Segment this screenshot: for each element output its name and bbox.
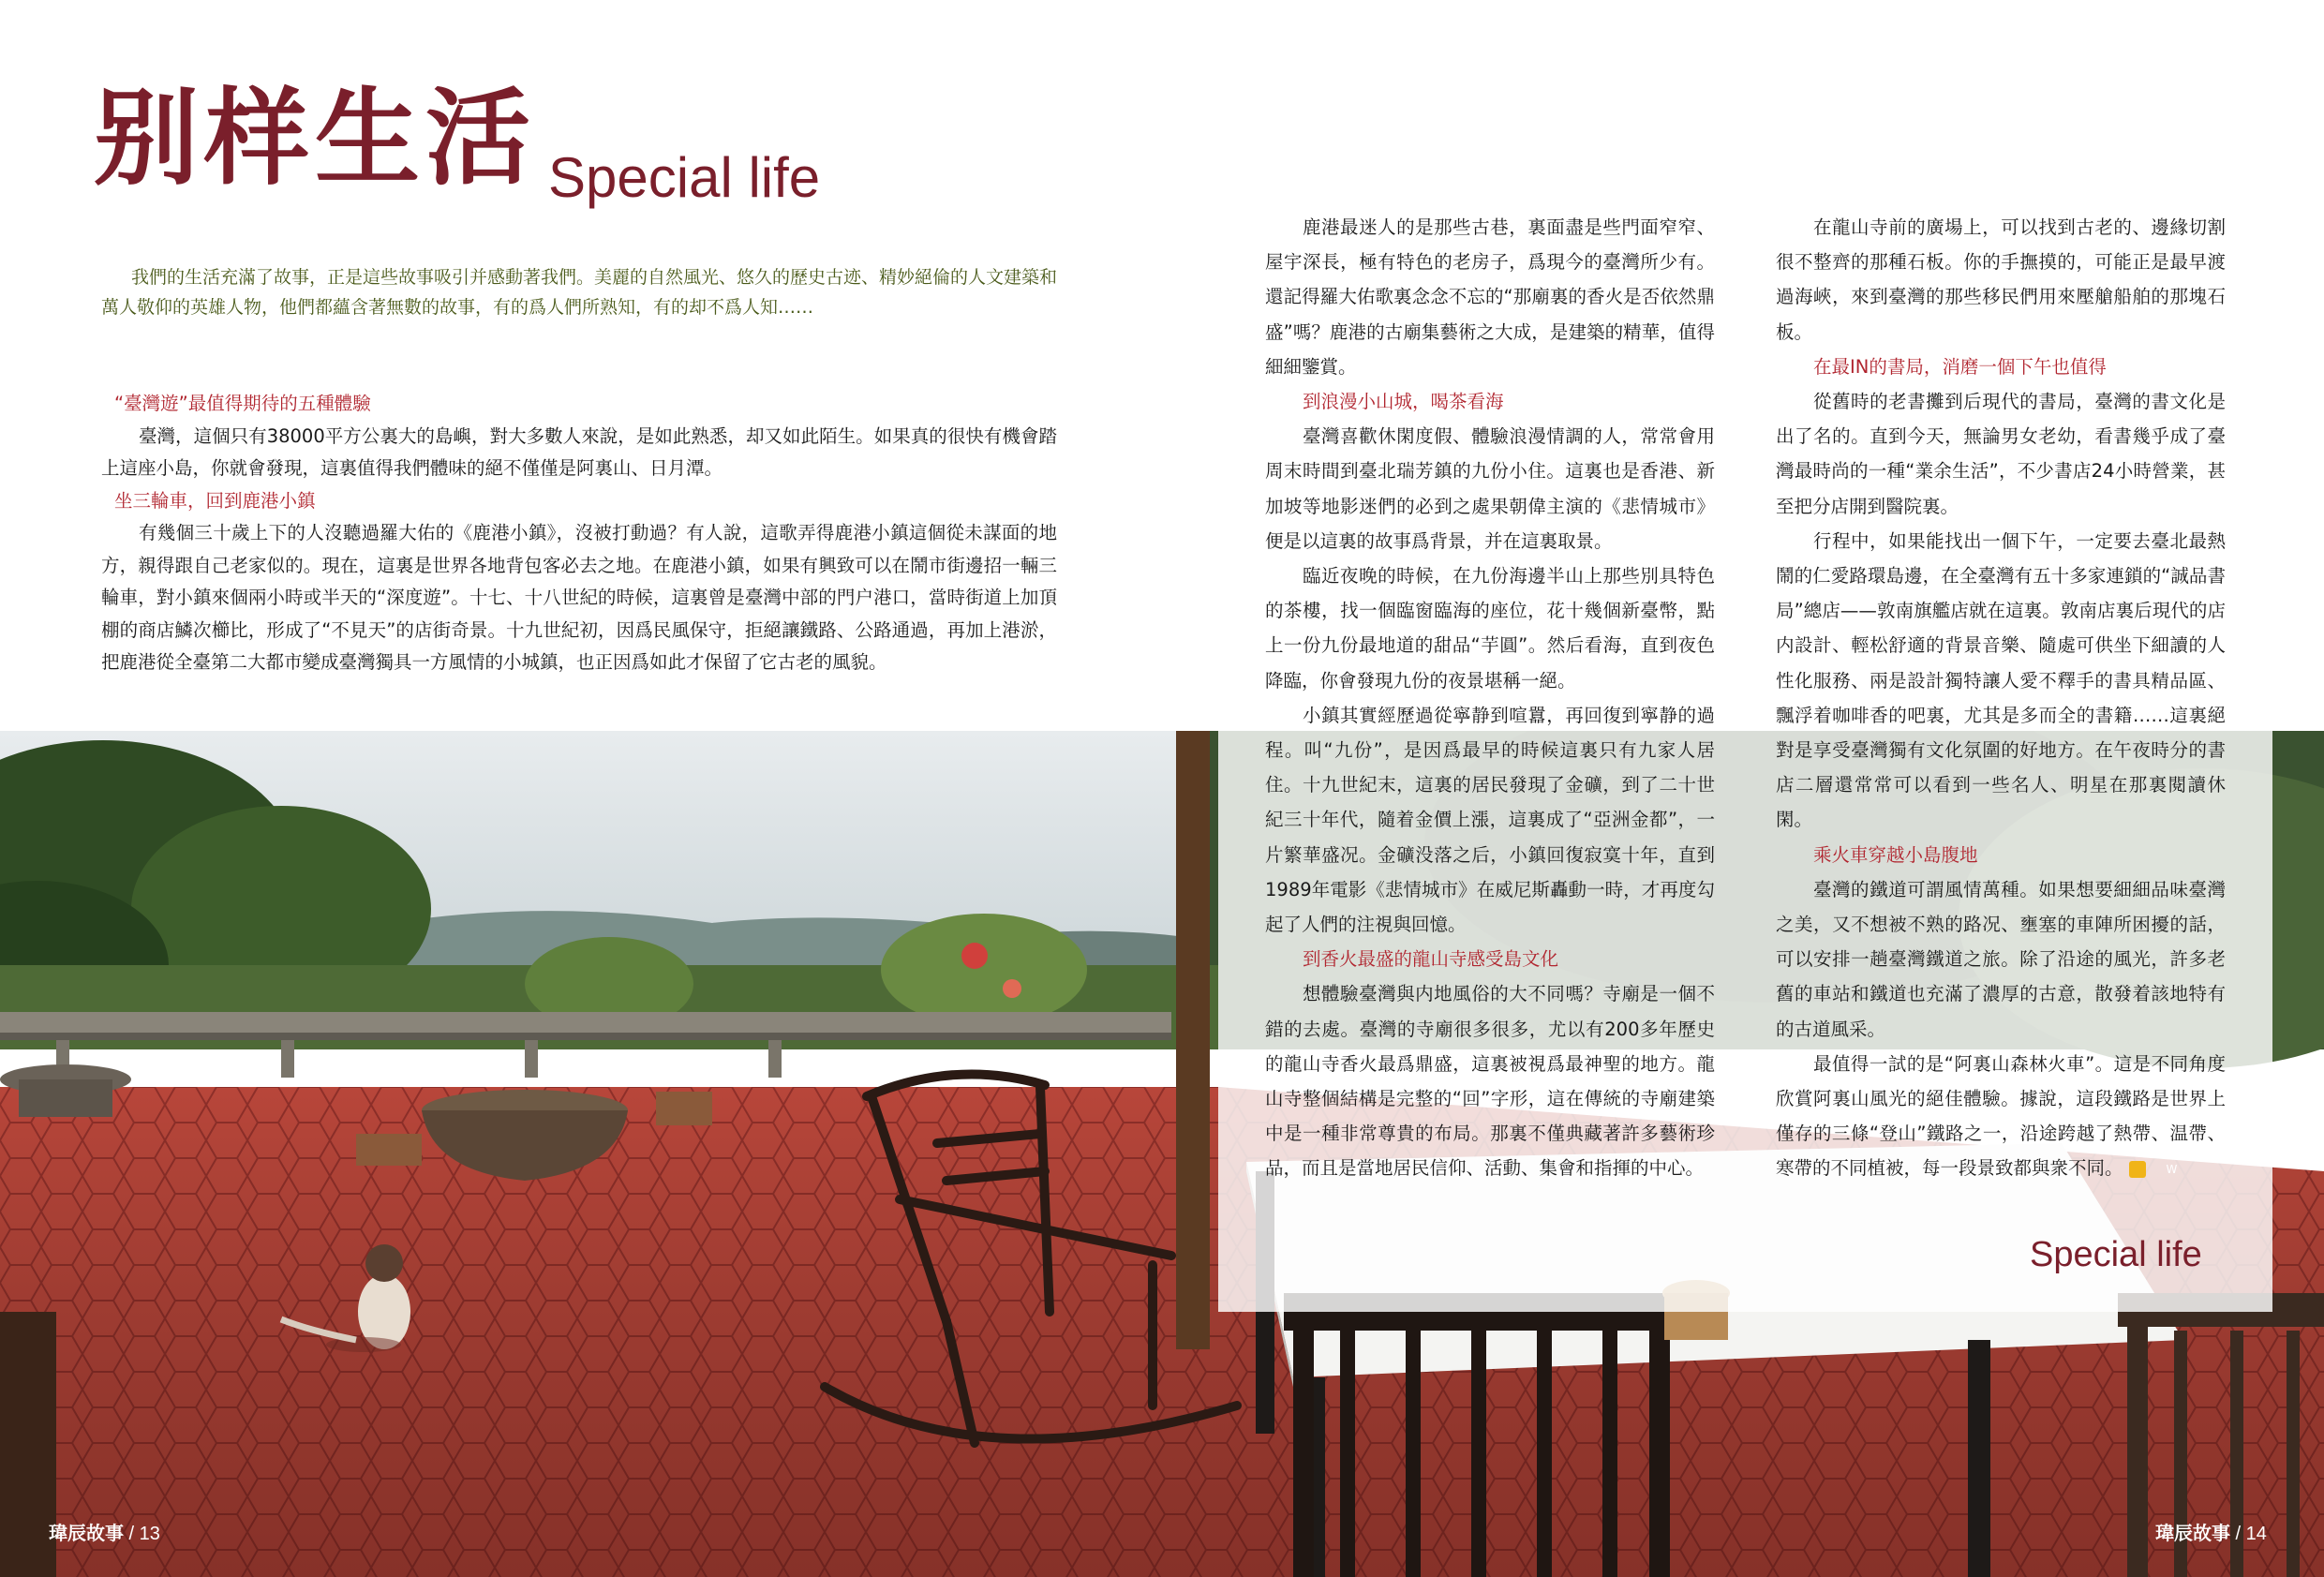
section-footer-title: Special life: [2030, 1235, 2202, 1274]
body-paragraph-text: 最值得一試的是“阿裏山森林火車”。這是不同角度欣賞阿裏山風光的絕佳體驗。據說，這段鐵路是世界上僅存的三條“登山”鐵路之一，沿途跨越了熱帶、温帶、寒帶的不同植被，每一段景致都與衆不同。: [1776, 1052, 2226, 1180]
body-paragraph: 臺灣，這個只有38000平方公裏大的島嶼，對大多數人來說，是如此熟悉，却又如此陌生。如果真的很快有機會踏上這座小島，你就會發現，這裏值得我們體味的絕不僅僅是阿裏山、日月潭。: [101, 424, 1057, 479]
magazine-name: 瑋辰故事: [2155, 1524, 2230, 1544]
section-heading: 在最IN的書局，消磨一個下午也值得: [1813, 355, 2107, 378]
left-article: [101, 388, 1057, 679]
section-heading: 到香火最盛的龍山寺感受島文化: [1303, 948, 1559, 971]
body-paragraph: 小鎮其實經歷過從寧静到喧囂，再回復到寧静的過程。叫“九份”，是因爲最早的時候這裏只有九家人居住。十九世紀末，這裏的居民發現了金礦，到了二十世紀三十年代，隨着金價上漲，這裏成了“亞洲金都”，一片繁華盛况。金礦没落之后，小鎮回復寂寞十年，直到1989年電影《悲情城市》在威尼斯轟動一時，才再度勾起了人們的注視與回憶。: [1265, 704, 1715, 936]
body-paragraph: 臺灣的鐵道可謂風情萬種。如果想要細細品味臺灣之美，又不想被不熟的路况、壅塞的車陣所困擾的話，可以安排一趟臺灣鐵道之旅。除了沿途的風光，許多老舊的車站和鐵道也充滿了濃厚的古意，散發着該地特有的古道風采。: [1776, 878, 2226, 1040]
page-number: / 14: [2230, 1524, 2267, 1544]
section-heading: 坐三輪車，回到鹿港小鎮: [114, 489, 316, 512]
section-heading: “臺灣遊”最值得期待的五種體驗: [114, 393, 371, 414]
intro-paragraph: 我們的生活充滿了故事，正是這些故事吸引并感動著我們。美麗的自然風光、悠久的歷史古迹、精妙絕倫的人文建築和萬人敬仰的英雄人物，他們都蘊含著無數的故事，有的爲人們所熟知，有的却不爲人知……: [101, 267, 1058, 318]
body-paragraph: 臺灣喜歡休閑度假、體驗浪漫情調的人，常常會用周末時間到臺北瑞芳鎮的九份小住。這裏也是香港、新加坡等地影迷們的必到之處果朝偉主演的《悲情城市》便是以這裏的故事爲背景，并在這裏取景。: [1265, 425, 1715, 552]
body-paragraph: 鹿港最迷人的是那些古巷，裏面盡是些門面窄窄、屋宇深長，極有特色的老房子，爲現今的臺灣所少有。還記得羅大佑歌裏念念不忘的“那廟裏的香火是否依然鼎盛”嗎？鹿港的古廟集藝術之大成，是建築的精華，值得細細鑒賞。: [1265, 216, 1715, 378]
body-paragraph: [1776, 1047, 2226, 1186]
page-folio-left: [49, 1518, 160, 1545]
page-title-english: Special life: [548, 146, 821, 209]
end-mark-icon: W: [2129, 1161, 2146, 1178]
body-paragraph: 行程中，如果能找出一個下午，一定要去臺北最熱鬧的仁愛路環島邊，在全臺灣有五十多家連鎖的“誠品書局”總店——敦南旗艦店就在這裏。敦南店裏后現代的店内設計、輕松舒適的背景音樂、隨處可供坐下細讀的人性化服務、兩是設計獨特讓人愛不釋手的書具精品區、飄浮着咖啡香的吧裏，尤其是多而全的書籍……這裏絕對是享受臺灣獨有文化氛圍的好地方。在午夜時分的書店二層還常常可以看到一些名人、明星在那裏閱讀休閑。: [1776, 529, 2226, 831]
right-column-2: [1776, 210, 2226, 1186]
page-folio-right: [2155, 1518, 2267, 1545]
body-paragraph: 臨近夜晚的時候，在九份海邊半山上那些別具特色的茶樓，找一個臨窗臨海的座位，花十幾個新臺幣，點上一份九份最地道的甜品“芋圓”。然后看海，直到夜色降臨，你會發現九份的夜景堪稱一絕。: [1265, 565, 1715, 692]
page-number: / 13: [124, 1524, 160, 1544]
section-heading: 乘火車穿越小島腹地: [1813, 843, 1978, 866]
magazine-name: 瑋辰故事: [49, 1524, 124, 1544]
section-heading: 到浪漫小山城，喝茶看海: [1303, 391, 1504, 413]
right-column-1: [1265, 210, 1715, 1186]
body-paragraph: 在龍山寺前的廣場上，可以找到古老的、邊緣切割很不整齊的那種石板。你的手撫摸的，可能正是最早渡過海峽，來到臺灣的那些移民們用來壓艙船舶的那塊石板。: [1776, 216, 2226, 343]
body-paragraph: 有幾個三十歲上下的人沒聽過羅大佑的《鹿港小鎮》，沒被打動過？有人說，這歌弄得鹿港小鎮這個從未謀面的地方，親得跟自己老家似的。現在，這裏是世界各地背包客必去之地。在鹿港小鎮，如果有興致可以在鬧市街邊招一輛三輪車，對小鎮來個兩小時或半天的“深度遊”。十七、十八世紀的時候，這裏曾是臺灣中部的門户港口，當時街道上加頂棚的商店鱗次櫛比，形成了“不見天”的店街奇景。十九世紀初，因爲民風保守，拒絕讓鐵路、公路通過，再加上港淤，把鹿港從全臺第二大都市變成臺灣獨具一方風情的小城鎮，也正因爲如此才保留了它古老的風貌。: [101, 522, 1057, 673]
page-title-chinese: 别样生活: [94, 77, 536, 200]
body-paragraph: 想體驗臺灣與内地風俗的大不同嗎？寺廟是一個不錯的去處。臺灣的寺廟很多很多，尤以有200多年歷史的龍山寺香火最爲鼎盛，這裏被視爲最神聖的地方。龍山寺整個結構是完整的“回”字形，這在傳統的寺廟建築中是一種非常尊貴的布局。那裏不僅典藏著許多藝術珍品，而且是當地居民信仰、活動、集會和指揮的中心。: [1265, 983, 1715, 1180]
body-paragraph: 從舊時的老書攤到后現代的書局，臺灣的書文化是出了名的。直到今天，無論男女老幼，看書幾乎成了臺灣最時尚的一種“業余生活”，不少書店24小時營業，甚至把分店開到醫院裏。: [1776, 391, 2226, 517]
